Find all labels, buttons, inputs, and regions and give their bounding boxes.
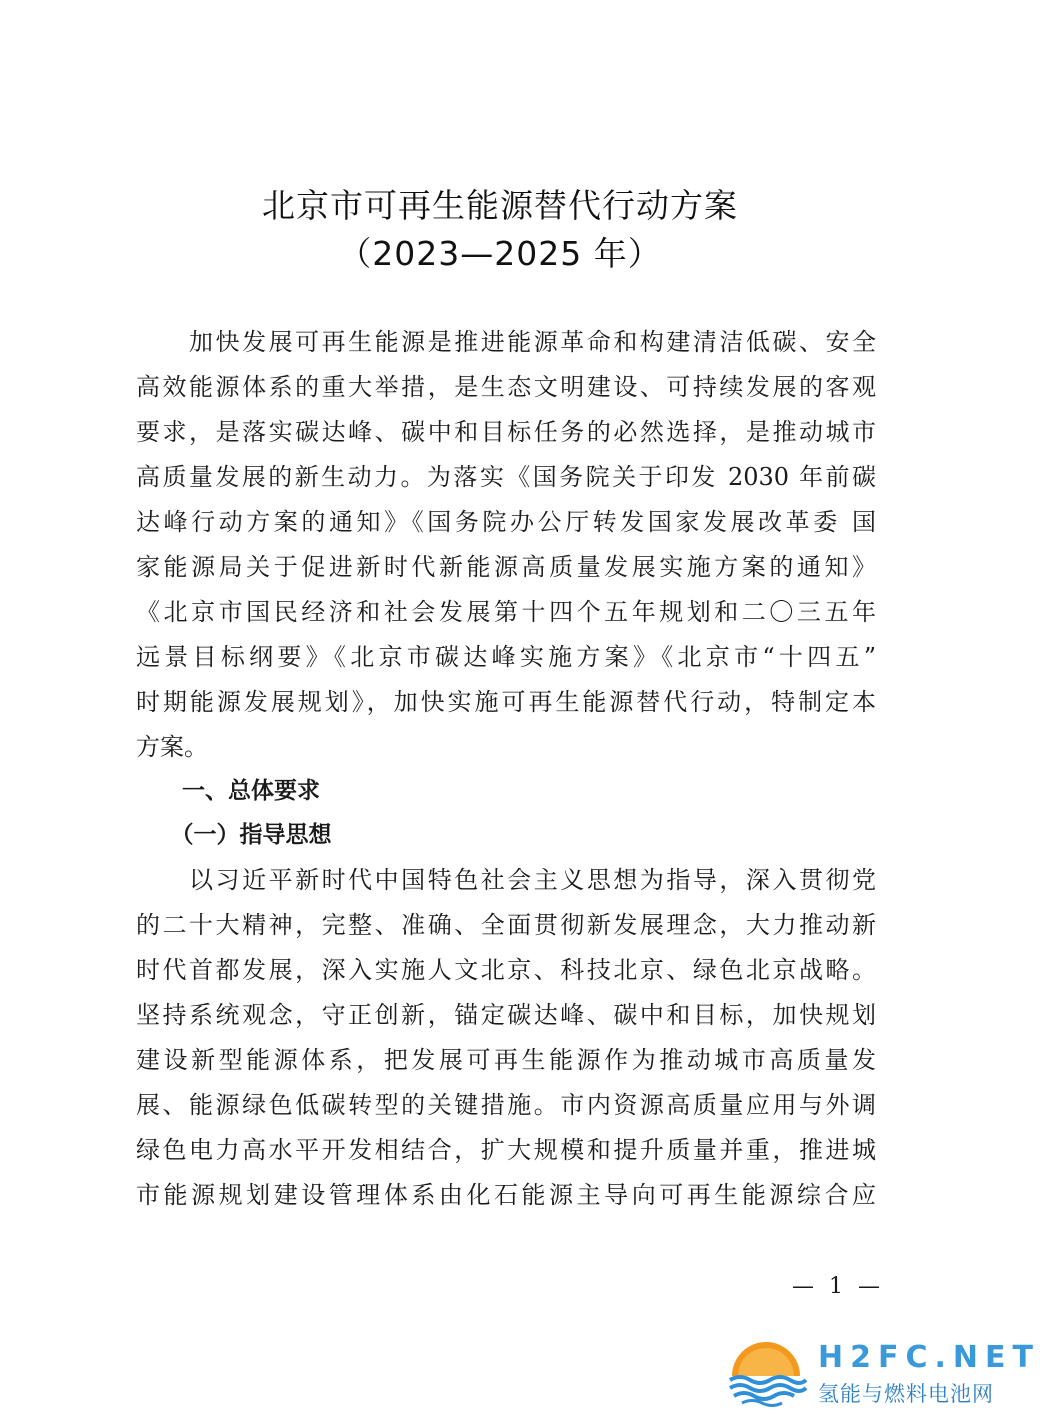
body-line: 达峰行动方案的通知》《国务院办公厅转发国家发展改革委 国 xyxy=(136,508,876,536)
body-line: 高效能源体系的重大举措，是生态文明建设、可持续发展的客观 xyxy=(136,373,876,401)
body-line: 坚持系统观念，守正创新，锚定碳达峰、碳中和目标，加快规划 xyxy=(136,1001,876,1029)
body-line: 加快发展可再生能源是推进能源革命和构建清洁低碳、安全 xyxy=(136,328,876,356)
body-line: 建设新型能源体系，把发展可再生能源作为推动城市高质量发 xyxy=(136,1046,876,1074)
watermark-subtitle: 氢能与燃料电池网 xyxy=(818,1382,994,1406)
body-line: 市能源规划建设管理体系由化石能源主导向可再生能源综合应 xyxy=(136,1181,876,1209)
body-line: 时期能源发展规划》，加快实施可再生能源替代行动，特制定本 xyxy=(136,688,876,716)
body-line: 的二十大精神，完整、准确、全面贯彻新发展理念，大力推动新 xyxy=(136,911,876,939)
watermark-brand: H2FC.NET xyxy=(818,1340,1040,1375)
subsection-heading: （一）指导思想 xyxy=(136,822,332,848)
body-line: 时代首都发展，深入实施人文北京、科技北京、绿色北京战略。 xyxy=(136,956,876,984)
body-line: 以习近平新时代中国特色社会主义思想为指导，深入贯彻党 xyxy=(136,866,876,894)
document-title: 北京市可再生能源替代行动方案 xyxy=(262,186,738,225)
document-subtitle-years: （2023—2025 年） xyxy=(338,234,662,273)
section-heading: 一、总体要求 xyxy=(136,778,320,804)
body-line: 家能源局关于促进新时代新能源高质量发展实施方案的通知》 xyxy=(136,553,876,581)
body-line: 绿色电力高水平开发相结合，扩大规模和提升质量并重，推进城 xyxy=(136,1136,876,1164)
body-line: 展、能源绿色低碳转型的关键措施。市内资源高质量应用与外调 xyxy=(136,1091,876,1119)
sun-over-waves-logo-icon xyxy=(726,1340,806,1406)
body-line: 远景目标纲要》《北京市碳达峰实施方案》《北京市“十四五” xyxy=(136,643,876,671)
body-line: 《北京市国民经济和社会发展第十四个五年规划和二〇三五年 xyxy=(136,598,876,626)
watermark-logo xyxy=(726,1340,1040,1408)
body-line: 方案。 xyxy=(136,733,208,761)
page-number: — 1 — xyxy=(792,1274,884,1299)
body-line: 要求，是落实碳达峰、碳中和目标任务的必然选择，是推动城市 xyxy=(136,418,876,446)
body-line: 高质量发展的新生动力。为落实《国务院关于印发 2030 年前碳 xyxy=(136,463,876,491)
